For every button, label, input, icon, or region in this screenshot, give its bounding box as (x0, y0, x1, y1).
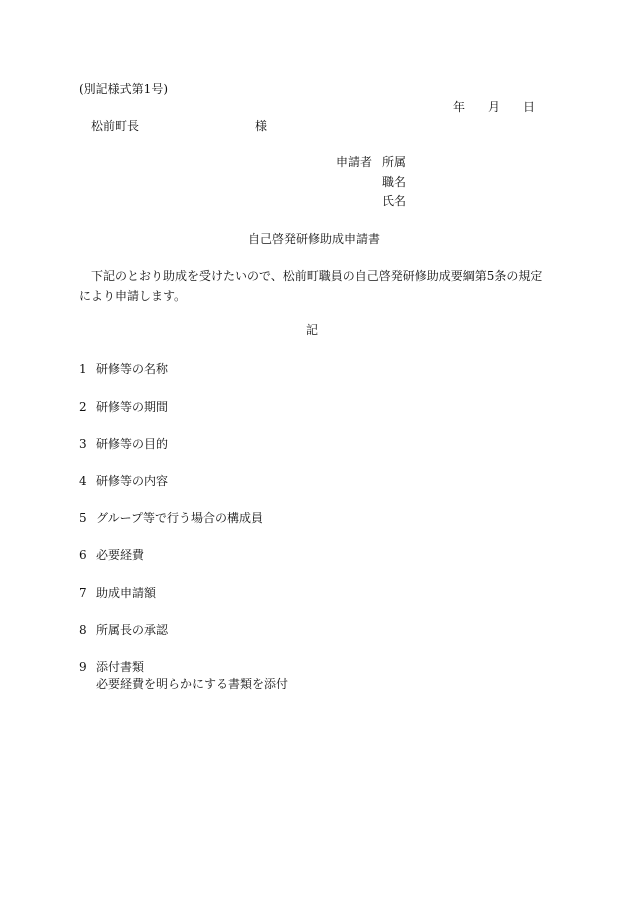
addressee-name: 松前町長 (91, 119, 140, 133)
list-item-number: 3 (79, 437, 87, 451)
list-item (79, 621, 168, 638)
document-title: 自己啓発研修助成申請書 (248, 232, 381, 246)
list-item-number: 4 (79, 474, 87, 488)
applicant-field-name: 氏名 (382, 194, 407, 208)
list-item-number: 1 (79, 362, 87, 376)
list-item (79, 472, 168, 489)
addressee-honorific: 様 (255, 119, 268, 133)
list-item (79, 658, 144, 675)
list-item-label: 研修等の内容 (96, 474, 169, 488)
form-number: (別記様式第1号) (79, 82, 168, 96)
list-item-number: 8 (79, 623, 87, 637)
list-item-label: 研修等の期間 (96, 400, 169, 414)
list-item-label: 必要経費 (96, 548, 145, 562)
list-item-label: 添付書類 (96, 660, 145, 674)
list-item-number: 9 (79, 660, 87, 674)
list-item-number: 2 (79, 400, 87, 414)
list-item-label: 所属長の承認 (96, 623, 169, 637)
attachment-note: 必要経費を明らかにする書類を添付 (96, 677, 289, 691)
list-item-number: 7 (79, 586, 87, 600)
date-year: 年 (453, 100, 466, 114)
list-item (79, 509, 263, 526)
list-item-label: 研修等の名称 (96, 362, 169, 376)
applicant-field-affiliation: 所属 (382, 155, 407, 169)
list-item (79, 546, 144, 563)
applicant-field-position: 職名 (382, 175, 407, 189)
list-item (79, 584, 156, 601)
applicant-label: 申請者 (336, 155, 373, 169)
list-item-number: 6 (79, 548, 87, 562)
date-day: 日 (523, 100, 536, 114)
list-item (79, 360, 168, 377)
list-item (79, 435, 168, 452)
list-item (79, 398, 168, 415)
list-item-label: 研修等の目的 (96, 437, 169, 451)
list-item-number: 5 (79, 511, 87, 525)
ki-heading: 記 (306, 323, 319, 337)
list-item-label: 助成申請額 (96, 586, 157, 600)
body-paragraph: 下記のとおり助成を受けたいので、松前町職員の自己啓発研修助成要綱第5条の規定により申請します。 (79, 269, 543, 303)
list-item-label: グループ等で行う場合の構成員 (96, 511, 264, 525)
date-month: 月 (488, 100, 501, 114)
